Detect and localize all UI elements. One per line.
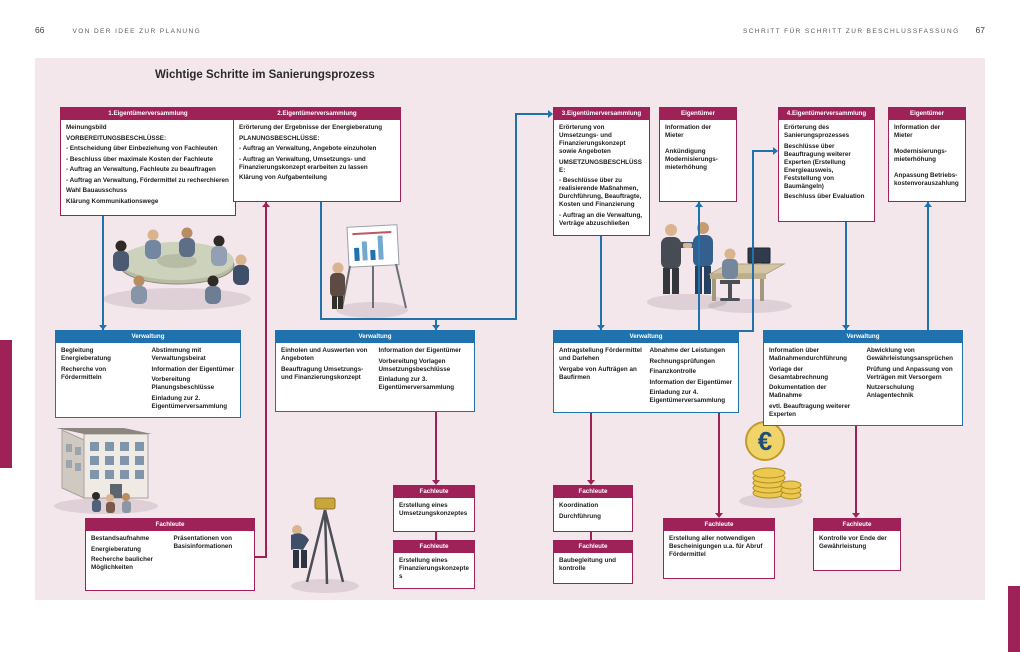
fachleute-box-1-left-column: Bestandsaufnahme Energieberatung Recherche baulicher Möglichkeiten	[91, 535, 153, 572]
arrowhead	[924, 202, 932, 207]
flow-line	[855, 412, 857, 513]
verwaltung-box-1-right-column: Abstimmung mit Verwaltungsbeirat Information der Eigentümer Vorbereitung Planungsbeschlüsse Einladung zur 2. Eigentümerversammlung	[151, 347, 235, 410]
fachleute-box-4	[553, 485, 633, 532]
fachleute-box-4-header: Fachleute	[553, 485, 633, 498]
meeting-box-2-header: 2.Eigentümerversammlung	[233, 107, 401, 120]
verwaltung-box-3-header: Verwaltung	[553, 330, 739, 343]
verwaltung-box-4-right-column: Abwicklung von Gewährleistungsansprüchen Prüfung und Anpassung von Verträgen mit Versorgern Nutzerschulung Anlagentechnik	[866, 347, 953, 400]
flow-line	[590, 412, 592, 480]
verwaltung-box-3	[553, 330, 739, 413]
fachleute-box-1	[85, 518, 255, 591]
fachleute-box-3-header: Fachleute	[393, 540, 475, 553]
verwaltung-box-1-left-column: Begleitung Energieberatung Recherche von Fördermitteln	[61, 347, 112, 381]
flow-line	[102, 216, 104, 330]
running-title-left: VON DER IDEE ZUR PLANUNG	[72, 28, 202, 35]
flow-line	[738, 330, 754, 332]
verwaltung-box-3-left-column: Antragstellung Fördermittel und Darlehen Vergabe von Aufträgen an Baufirmen	[559, 347, 642, 381]
meeting-box-3-body: Erörterung von Umsetzungs- und Finanzierungskonzept sowie Angeboten UMSETZUNGSBESCHLÜSSE: - Beschlüsse über zu realisierende Maßnahmen, Durchführung, Beauftragte, Kosten und Finanzierung - Auftrag an die Verwaltung, Verträge abzuschließen	[553, 120, 650, 236]
verwaltung-box-2-right-column: Information der Eigentümer Vorbereitung Vorlagen Umsetzungsbeschlüsse Einladung zur 3. Eigentümerversammlung	[378, 347, 462, 392]
verwaltung-box-4	[763, 330, 963, 426]
flow-line	[927, 202, 929, 330]
fachleute-box-5	[553, 540, 633, 584]
flow-line	[515, 113, 517, 318]
fachleute-box-5-body: Baubegleitung und kontrolle	[553, 553, 633, 584]
flow-line	[265, 202, 267, 556]
flow-line	[698, 202, 700, 330]
flow-line	[754, 150, 773, 152]
owner-box-1	[659, 107, 737, 202]
verwaltung-box-4-header: Verwaltung	[763, 330, 963, 343]
flow-line	[320, 318, 517, 320]
meeting-box-4	[778, 107, 875, 222]
fachleute-box-1-header: Fachleute	[85, 518, 255, 531]
flow-line	[718, 412, 720, 513]
flow-line	[515, 113, 548, 115]
chapter-tab-left	[0, 340, 12, 468]
meeting-box-1	[60, 107, 236, 216]
verwaltung-box-2	[275, 330, 475, 412]
page-header-right	[743, 25, 985, 35]
verwaltung-box-2-header: Verwaltung	[275, 330, 475, 343]
office-desk-computer-illustration	[700, 228, 795, 314]
meeting-box-3	[553, 107, 650, 236]
chapter-tab-right	[1008, 586, 1020, 652]
fachleute-box-5-header: Fachleute	[553, 540, 633, 553]
fachleute-box-6-header: Fachleute	[663, 518, 775, 531]
flow-line	[435, 412, 437, 480]
verwaltung-box-4-left-column: Information über Maßnahmendurchführung Vorlage der Gesamtabrechnung Dokumentation der Maßnahme evtl. Beauftragung weiterer Experten	[769, 347, 851, 418]
meeting-box-3-header: 3.Eigentümerversammlung	[553, 107, 650, 120]
verwaltung-box-1-header: Verwaltung	[55, 330, 241, 343]
owner-box-2-header: Eigentümer	[888, 107, 966, 120]
fachleute-box-3-body: Erstellung eines Finanzierungskonzeptes	[393, 553, 475, 589]
fachleute-box-6	[663, 518, 775, 579]
owner-box-2-body: Information der Mieter Modernisierungs-mieterhöhung Anpassung Betriebs-kostenvorauszahlung	[888, 120, 966, 202]
flow-line	[255, 556, 267, 558]
verwaltung-box-2-left-column: Einholen und Auswerten von Angeboten Beauftragung Umsetzungs- und Finanzierungskonzept	[281, 347, 368, 381]
fachleute-box-2-body: Erstellung eines Umsetzungskonzeptes	[393, 498, 475, 532]
meeting-box-2-body: Erörterung der Ergebnisse der Energieberatung PLANUNGSBESCHLÜSSE: - Auftrag an Verwaltung, Angebote einzuholen - Auftrag an Verwaltung, Umsetzungs- und Finanzierungskonzept erarbeiten zu lassen Klärung von Aufgabenteilung	[233, 120, 401, 202]
flow-line	[845, 222, 847, 330]
flow-line	[435, 532, 437, 540]
flow-line	[600, 222, 602, 330]
fachleute-box-3	[393, 540, 475, 589]
meeting-box-2	[233, 107, 401, 202]
meeting-box-4-body: Erörterung des Sanierungsprozesses Beschlüsse über Beauftragung weiterer Experten (Erstellung Energieausweis, Feststellung von Baumängeln) Beschluss über Evaluation	[778, 120, 875, 222]
round-table-meeting-illustration	[95, 213, 260, 313]
page-number-right: 67	[975, 25, 985, 35]
fachleute-box-2-header: Fachleute	[393, 485, 475, 498]
diagram-title: Wichtige Schritte im Sanierungsprozess	[155, 69, 375, 81]
fachleute-box-2	[393, 485, 475, 532]
owner-box-2	[888, 107, 966, 202]
running-title-right: SCHRITT FÜR SCHRITT ZUR BESCHLUSSFASSUNG	[743, 28, 960, 35]
page-header-left	[35, 25, 201, 35]
owner-box-1-header: Eigentümer	[659, 107, 737, 120]
meeting-box-1-header: 1.Eigentümerversammlung	[60, 107, 236, 120]
meeting-box-4-header: 4.Eigentümerversammlung	[778, 107, 875, 120]
fachleute-box-6-body: Erstellung aller notwendigen Bescheinigungen u.a. für Abruf Fördermittel	[663, 531, 775, 579]
fachleute-box-4-body: Koordination Durchführung	[553, 498, 633, 532]
page-number-left: 66	[35, 25, 45, 35]
fachleute-box-7-header: Fachleute	[813, 518, 901, 531]
flipchart-presentation-illustration	[326, 220, 414, 318]
fachleute-box-7	[813, 518, 901, 571]
arrowhead	[695, 202, 703, 207]
verwaltung-box-3-right-column: Abnahme der Leistungen Rechnungsprüfungen Finanzkontrolle Information der Eigentümer Einladung zur 4. Eigentümerversammlung	[649, 347, 733, 405]
flow-line	[320, 202, 322, 318]
fachleute-box-1-right-column: Präsentationen von Basisinformationen	[173, 535, 233, 551]
meeting-box-1-body: Meinungsbild VORBEREITUNGSBESCHLÜSSE: - Entscheidung über Einbeziehung von Fachleuten - Beschluss über maximale Kosten der Fachleute - Auftrag an Verwaltung, Fachleute zu beauftragen - Auftrag an Verwaltung, Fördermittel zu recherchieren Wahl Bauausschuss Klärung Kommunikationswege	[60, 120, 236, 216]
arrowhead	[262, 202, 270, 207]
fachleute-box-7-body: Kontrolle vor Ende der Gewährleistung	[813, 531, 901, 571]
surveyor-tripod-illustration	[285, 478, 363, 596]
flow-line	[590, 532, 592, 540]
svg-text:€: €	[757, 426, 773, 456]
flow-line	[752, 150, 754, 332]
owner-box-1-body: Information der Mieter Ankündigung Modernisierungs-mieterhöhung	[659, 120, 737, 202]
verwaltung-box-1	[55, 330, 241, 418]
